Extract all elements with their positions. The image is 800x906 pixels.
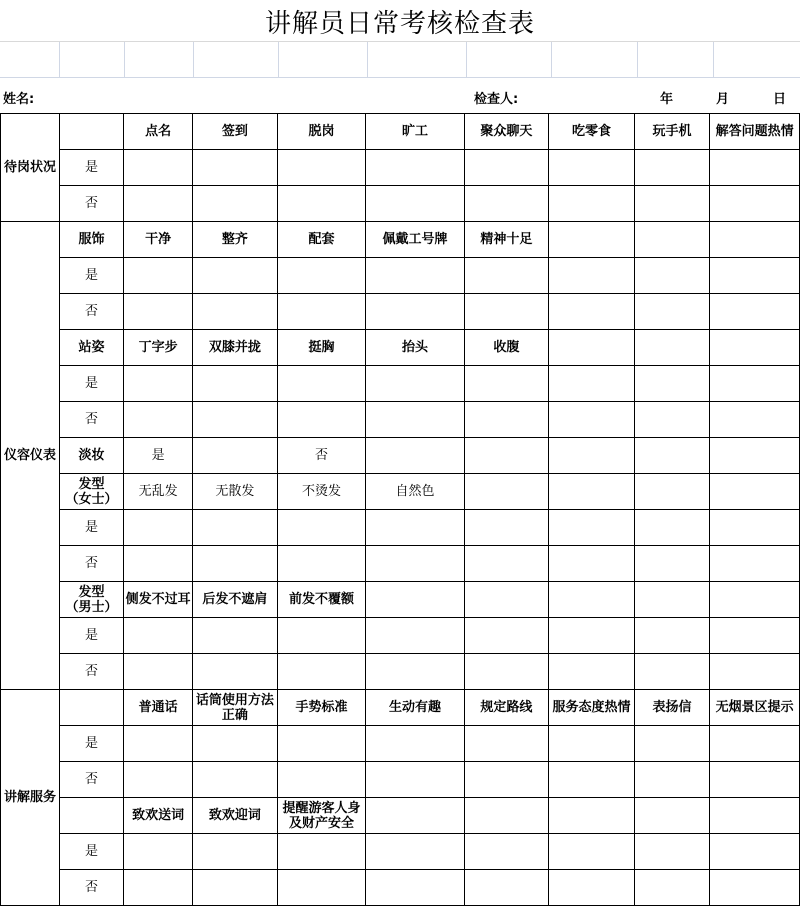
check-cell[interactable] [464, 726, 548, 762]
check-cell[interactable] [464, 834, 548, 870]
check-cell[interactable] [634, 834, 709, 870]
check-cell[interactable] [710, 402, 800, 438]
header-cell: 后发不遮肩 [193, 582, 278, 618]
check-cell[interactable] [549, 870, 635, 906]
grid-line [193, 42, 194, 78]
posture-header-row [1, 330, 800, 366]
grid-line [551, 42, 552, 78]
month-label: 月 [716, 92, 730, 107]
check-cell[interactable] [710, 834, 800, 870]
check-cell[interactable] [277, 834, 366, 870]
no-label: 否 [59, 870, 123, 906]
check-cell[interactable] [124, 870, 193, 906]
check-cell[interactable] [124, 366, 193, 402]
check-cell[interactable] [277, 618, 366, 654]
check-cell[interactable] [124, 150, 193, 186]
check-cell[interactable] [277, 726, 366, 762]
day-label: 日 [773, 92, 787, 107]
header-cell: 干净 [124, 222, 193, 258]
check-cell[interactable] [366, 726, 464, 762]
check-cell[interactable] [549, 294, 635, 330]
empty-cell [464, 582, 548, 618]
check-cell[interactable] [124, 618, 193, 654]
yes-row [1, 834, 800, 870]
empty-cell [464, 438, 548, 474]
check-cell[interactable] [634, 186, 709, 222]
check-cell[interactable] [710, 654, 800, 690]
check-cell[interactable] [366, 402, 464, 438]
check-cell[interactable] [277, 402, 366, 438]
empty-cell [549, 798, 635, 834]
hair-male-label-1: 发型 [78, 584, 105, 600]
row-label-cell [59, 690, 123, 726]
inspection-table [0, 113, 800, 906]
check-cell[interactable] [193, 294, 278, 330]
check-cell[interactable] [366, 510, 464, 546]
check-cell[interactable] [193, 186, 278, 222]
empty-cell [710, 330, 800, 366]
empty-cell [549, 330, 635, 366]
check-cell[interactable] [710, 294, 800, 330]
empty-cell [464, 474, 548, 510]
page-title: 讲解员日常考核检查表 [264, 8, 535, 39]
check-cell[interactable] [277, 870, 366, 906]
check-cell[interactable] [193, 510, 278, 546]
empty-cell [710, 582, 800, 618]
header-cell: 无烟景区提示 [710, 690, 800, 726]
check-cell[interactable] [464, 654, 548, 690]
header-cell: 服务态度热情 [549, 690, 635, 726]
check-cell[interactable] [193, 258, 278, 294]
row-label-cell [59, 582, 123, 618]
header-cell: 前发不覆额 [277, 582, 366, 618]
check-cell[interactable] [710, 150, 800, 186]
check-cell[interactable] [549, 762, 635, 798]
grid-line [278, 42, 279, 78]
check-cell[interactable] [277, 510, 366, 546]
empty-cell [710, 798, 800, 834]
empty-cell [710, 438, 800, 474]
name-label: 姓名: [3, 92, 35, 107]
check-cell[interactable] [710, 366, 800, 402]
no-label: 否 [59, 186, 123, 222]
check-cell[interactable] [366, 618, 464, 654]
check-cell[interactable] [193, 366, 278, 402]
makeup-row [1, 438, 800, 474]
check-cell[interactable] [464, 186, 548, 222]
check-cell[interactable] [549, 546, 635, 582]
hair-female-label-2: （女士） [65, 491, 118, 507]
header-cell: 吃零食 [549, 114, 635, 150]
makeup-yes-label: 是 [124, 438, 193, 474]
check-cell[interactable] [549, 150, 635, 186]
grid-line [466, 42, 467, 78]
hair-male-label-2: （男士） [65, 599, 118, 615]
check-cell[interactable] [124, 726, 193, 762]
row-label-cell [59, 798, 123, 834]
check-cell[interactable] [464, 150, 548, 186]
no-label: 否 [59, 402, 123, 438]
no-label: 否 [59, 654, 123, 690]
check-cell[interactable] [464, 402, 548, 438]
no-row [1, 294, 800, 330]
row-label-cell [59, 114, 123, 150]
grid-line [713, 42, 714, 78]
header-cell: 解答问题热情 [710, 114, 800, 150]
empty-cell [549, 222, 635, 258]
check-cell[interactable] [277, 762, 366, 798]
duty-header-row [1, 114, 800, 150]
service-header-row-2 [1, 798, 800, 834]
grid-line [124, 42, 125, 78]
check-cell[interactable] [277, 366, 366, 402]
check-cell[interactable] [124, 258, 193, 294]
blank-grid-row [0, 42, 800, 78]
row-label-cell [59, 474, 123, 510]
empty-cell [366, 582, 464, 618]
yes-row [1, 258, 800, 294]
grid-line [637, 42, 638, 78]
section-appearance: 仪容仪表 [1, 222, 60, 690]
empty-cell [710, 474, 800, 510]
header-cell: 收腹 [464, 330, 548, 366]
no-label: 否 [59, 294, 123, 330]
check-cell[interactable] [634, 510, 709, 546]
check-cell[interactable] [193, 762, 278, 798]
no-row [1, 186, 800, 222]
row-label-cell: 服饰 [59, 222, 123, 258]
check-cell[interactable] [277, 654, 366, 690]
header-cell: 话筒使用方法正确 [193, 690, 278, 726]
check-cell[interactable] [277, 258, 366, 294]
check-cell[interactable] [124, 186, 193, 222]
check-cell[interactable] [634, 402, 709, 438]
header-cell: 致欢送词 [124, 798, 193, 834]
header-cell: 不烫发 [277, 474, 366, 510]
hair-male-header-row [1, 582, 800, 618]
hair-female-label-1: 发型 [78, 476, 105, 492]
check-cell[interactable] [549, 618, 635, 654]
check-cell[interactable] [710, 258, 800, 294]
check-cell[interactable] [193, 654, 278, 690]
header-cell: 丁字步 [124, 330, 193, 366]
service-header-row-1 [1, 690, 800, 726]
check-cell[interactable] [366, 546, 464, 582]
check-cell[interactable] [710, 546, 800, 582]
check-cell[interactable] [193, 834, 278, 870]
check-cell[interactable] [549, 726, 635, 762]
check-cell[interactable] [124, 510, 193, 546]
header-cell: 生动有趣 [366, 690, 464, 726]
check-cell[interactable] [124, 762, 193, 798]
check-cell[interactable] [193, 618, 278, 654]
check-cell[interactable] [634, 366, 709, 402]
check-cell[interactable] [193, 150, 278, 186]
header-cell: 规定路线 [464, 690, 548, 726]
check-cell[interactable] [464, 366, 548, 402]
header-cell: 佩戴工号牌 [366, 222, 464, 258]
check-cell[interactable] [634, 546, 709, 582]
header-cell: 整齐 [193, 222, 278, 258]
section-service: 讲解服务 [1, 690, 60, 906]
check-cell[interactable] [366, 294, 464, 330]
check-cell[interactable] [193, 438, 278, 474]
check-cell[interactable] [366, 258, 464, 294]
no-label: 否 [59, 546, 123, 582]
header-cell: 普通话 [124, 690, 193, 726]
check-cell[interactable] [549, 366, 635, 402]
check-cell[interactable] [710, 618, 800, 654]
yes-label: 是 [59, 150, 123, 186]
check-cell[interactable] [366, 654, 464, 690]
header-cell: 聚众聊天 [464, 114, 548, 150]
header-cell: 手势标准 [277, 690, 366, 726]
check-cell[interactable] [366, 762, 464, 798]
check-cell[interactable] [366, 834, 464, 870]
no-row [1, 402, 800, 438]
check-cell[interactable] [464, 762, 548, 798]
header-cell: 提醒游客人身及财产安全 [277, 798, 366, 834]
empty-cell [634, 474, 709, 510]
check-cell[interactable] [710, 726, 800, 762]
check-cell[interactable] [710, 186, 800, 222]
check-cell[interactable] [710, 762, 800, 798]
header-cell: 自然色 [366, 474, 464, 510]
empty-cell [634, 798, 709, 834]
check-cell[interactable] [277, 546, 366, 582]
inspector-label: 检查人: [474, 92, 519, 107]
yes-row [1, 150, 800, 186]
yes-label: 是 [59, 726, 123, 762]
empty-cell [634, 330, 709, 366]
check-cell[interactable] [193, 402, 278, 438]
empty-cell [366, 798, 464, 834]
header-cell: 无散发 [193, 474, 278, 510]
header-cell: 点名 [124, 114, 193, 150]
check-cell[interactable] [464, 546, 548, 582]
yes-label: 是 [59, 510, 123, 546]
dress-header-row [1, 222, 800, 258]
check-cell[interactable] [366, 438, 464, 474]
check-cell[interactable] [549, 510, 635, 546]
check-cell[interactable] [366, 366, 464, 402]
no-row [1, 654, 800, 690]
check-cell[interactable] [634, 870, 709, 906]
yes-row [1, 726, 800, 762]
yes-row [1, 618, 800, 654]
check-cell[interactable] [634, 150, 709, 186]
no-row [1, 870, 800, 906]
no-row [1, 762, 800, 798]
year-label: 年 [660, 92, 674, 107]
header-cell: 脱岗 [277, 114, 366, 150]
hair-female-header-row [1, 474, 800, 510]
check-cell[interactable] [710, 870, 800, 906]
yes-label: 是 [59, 366, 123, 402]
no-row [1, 546, 800, 582]
check-cell[interactable] [464, 870, 548, 906]
header-cell: 侧发不过耳 [124, 582, 193, 618]
row-label-cell: 淡妆 [59, 438, 123, 474]
header-cell: 无乱发 [124, 474, 193, 510]
check-cell[interactable] [124, 834, 193, 870]
yes-row [1, 510, 800, 546]
check-cell[interactable] [464, 294, 548, 330]
check-cell[interactable] [366, 186, 464, 222]
check-cell[interactable] [366, 870, 464, 906]
yes-label: 是 [59, 618, 123, 654]
check-cell[interactable] [549, 402, 635, 438]
check-cell[interactable] [634, 726, 709, 762]
check-cell[interactable] [277, 186, 366, 222]
empty-cell [549, 438, 635, 474]
check-cell[interactable] [124, 402, 193, 438]
check-cell[interactable] [464, 258, 548, 294]
empty-cell [549, 582, 635, 618]
empty-cell [710, 222, 800, 258]
check-cell[interactable] [193, 726, 278, 762]
check-cell[interactable] [193, 870, 278, 906]
check-cell[interactable] [634, 654, 709, 690]
check-cell[interactable] [549, 186, 635, 222]
header-cell: 表扬信 [634, 690, 709, 726]
check-cell[interactable] [634, 258, 709, 294]
header-cell: 玩手机 [634, 114, 709, 150]
no-label: 否 [59, 762, 123, 798]
check-cell[interactable] [366, 150, 464, 186]
check-cell[interactable] [549, 834, 635, 870]
header-cell: 双膝并拢 [193, 330, 278, 366]
empty-cell [634, 438, 709, 474]
header-cell: 精神十足 [464, 222, 548, 258]
header-cell: 致欢迎词 [193, 798, 278, 834]
header-cell: 配套 [277, 222, 366, 258]
check-cell[interactable] [549, 258, 635, 294]
check-cell[interactable] [277, 294, 366, 330]
yes-label: 是 [59, 834, 123, 870]
yes-row [1, 366, 800, 402]
info-row [0, 78, 800, 114]
check-cell[interactable] [277, 150, 366, 186]
empty-cell [634, 582, 709, 618]
check-cell[interactable] [634, 294, 709, 330]
empty-cell [634, 222, 709, 258]
check-cell[interactable] [193, 546, 278, 582]
check-cell[interactable] [124, 546, 193, 582]
check-cell[interactable] [124, 294, 193, 330]
makeup-no-label: 否 [277, 438, 366, 474]
header-cell: 旷工 [366, 114, 464, 150]
yes-label: 是 [59, 258, 123, 294]
check-cell[interactable] [549, 654, 635, 690]
header-cell: 挺胸 [277, 330, 366, 366]
row-label-cell: 站姿 [59, 330, 123, 366]
grid-line [367, 42, 368, 78]
empty-cell [464, 798, 548, 834]
section-duty: 待岗状况 [1, 114, 60, 222]
check-cell[interactable] [464, 618, 548, 654]
check-cell[interactable] [710, 510, 800, 546]
empty-cell [549, 474, 635, 510]
check-cell[interactable] [634, 618, 709, 654]
grid-line [59, 42, 60, 78]
check-cell[interactable] [634, 762, 709, 798]
header-cell: 签到 [193, 114, 278, 150]
check-cell[interactable] [124, 654, 193, 690]
header-cell: 抬头 [366, 330, 464, 366]
check-cell[interactable] [464, 510, 548, 546]
